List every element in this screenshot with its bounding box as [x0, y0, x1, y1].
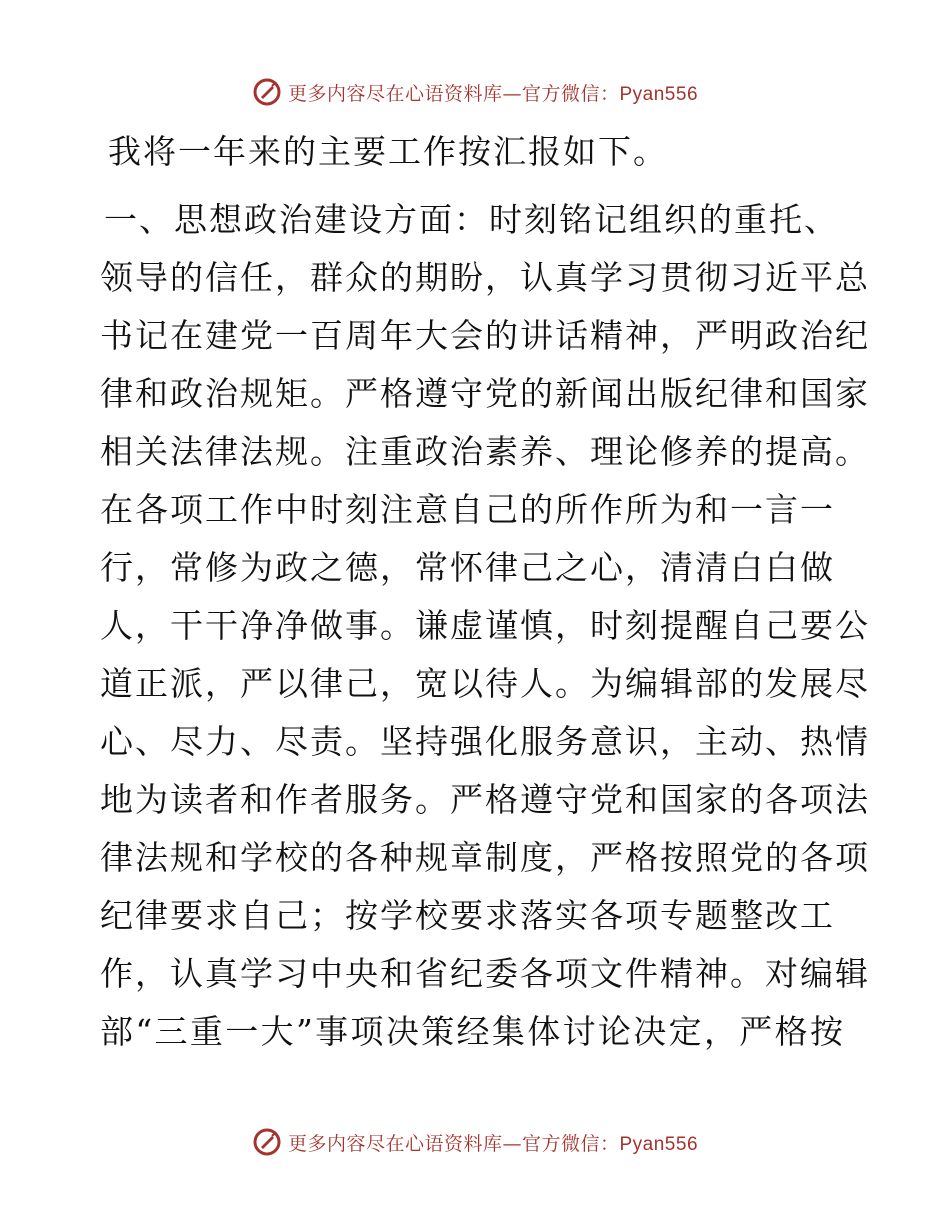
- text-line: 一、思想政治建设方面：时刻铭记组织的重托、: [104, 200, 839, 239]
- text-line: 心、尽力、尽责。坚持强化服务意识，主动、热情: [100, 722, 870, 761]
- text-line: 在各项工作中时刻注意自己的所作所为和一言一: [100, 490, 835, 529]
- text-line: 相关法律法规。注重政治素养、理论修养的提高。: [100, 432, 870, 471]
- watermark-wechat-id: Pyan556: [619, 83, 699, 105]
- watermark-text: 更多内容尽在心语资料库—官方微信：: [287, 82, 620, 105]
- text-line: 纪律要求自己；按学校要求落实各项专题整改工: [100, 896, 835, 935]
- brand-logo-icon: [252, 1127, 282, 1157]
- text-line: 律和政治规矩。严格遵守党的新闻出版纪律和国家: [100, 374, 870, 413]
- text-line: 地为读者和作者服务。严格遵守党和国家的各项法: [100, 780, 870, 819]
- text-line: 道正派，严以律己，宽以待人。为编辑部的发展尽: [100, 664, 870, 703]
- intro-line: 我将一年来的主要工作按汇报如下。: [108, 132, 668, 171]
- brand-logo-icon: [252, 77, 282, 107]
- footer-watermark: [0, 1122, 950, 1162]
- text-line: 书记在建党一百周年大会的讲话精神，严明政治纪: [100, 316, 870, 355]
- watermark-wechat-id: Pyan556: [619, 1133, 699, 1155]
- text-line: 部“三重一大”事项决策经集体讨论决定，严格按: [100, 1012, 845, 1051]
- text-line: 人，干干净净做事。谦虚谨慎，时刻提醒自己要公: [100, 606, 870, 645]
- text-line: 领导的信任，群众的期盼，认真学习贯彻习近平总: [100, 258, 870, 297]
- header-watermark: [0, 72, 950, 112]
- text-line: 律法规和学校的各种规章制度，严格按照党的各项: [100, 838, 870, 877]
- watermark-text: 更多内容尽在心语资料库—官方微信：: [287, 1132, 620, 1155]
- text-line: 行，常修为政之德，常怀律己之心，清清白白做: [100, 548, 835, 587]
- text-line: 作，认真学习中央和省纪委各项文件精神。对编辑: [100, 954, 870, 993]
